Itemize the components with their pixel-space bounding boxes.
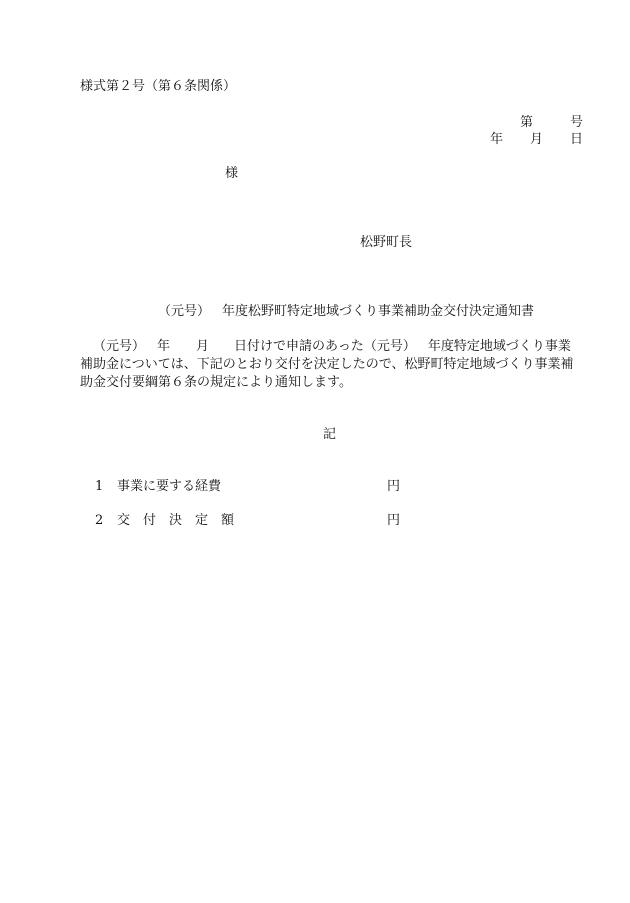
body-end: 年度特定地域づくり事業 [427,339,571,354]
sender-name: 松野町長 [360,235,413,250]
item-number: 2 [95,513,104,528]
document-date [490,133,583,146]
body-line-2: 補助金については、下記のとおり交付を決定したので、松野町特定地域づくり事業補 [80,357,574,372]
body-line-3: 助金交付要綱第６条の規定により通知します。 [80,375,352,390]
item-unit: 円 [387,513,401,528]
ki-heading: 記 [323,427,337,442]
addressee-honorific: 様 [225,166,239,181]
document-number-suffix: 号 [569,115,583,130]
item-unit: 円 [387,479,401,494]
title-era: （元号） [158,304,211,319]
body-paragraph [80,338,586,392]
body-mid: 日付けで申請のあった（元号） [234,339,416,354]
item-label: 事業に要する経費 [117,479,222,494]
body-line-1 [80,338,586,356]
body-year: 年 [157,339,171,354]
date-day: 日 [569,132,583,147]
body-era: （元号） [93,339,146,354]
document-title [158,305,534,318]
date-year: 年 [489,132,503,147]
item-label: 交 付 決 定 額 [117,513,235,528]
list-item [95,514,234,527]
body-month: 月 [196,339,210,354]
document-number-prefix: 第 [519,115,533,130]
list-item [95,480,221,493]
form-number: 様式第２号（第６条関係） [80,79,237,94]
item-number: 1 [95,479,104,494]
document-number [520,116,583,129]
date-month: 月 [529,132,543,147]
title-text: 年度松野町特定地域づくり事業補助金交付決定通知書 [222,304,535,319]
